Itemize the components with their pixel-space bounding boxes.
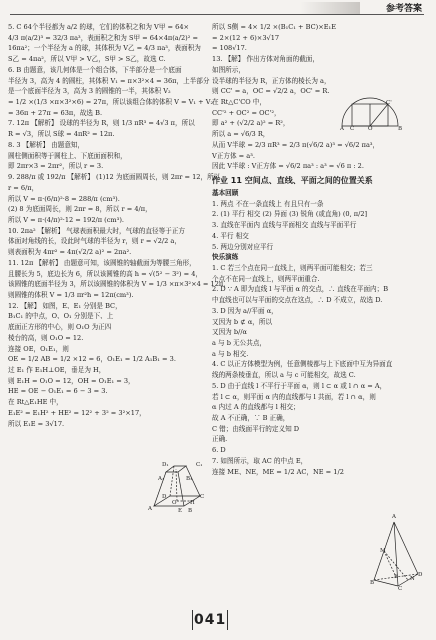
left-line: 7. 12π 【解析】 设球的半径为 R，则 1/3 πR³ = 4√3 π，所以 — [8, 119, 195, 128]
figure-label: A — [392, 514, 396, 520]
left-line: 棱台的高，则 O₁O = 12. — [8, 333, 84, 342]
left-line: 半径为 3，高为 4 的圆柱，其体积 V₁ = π×3²×4 = 36π，上半部分 — [8, 76, 210, 85]
left-line: 即 2πr×3 = 2πr²，所以 r = 3. — [8, 162, 104, 171]
figure-label: B — [188, 508, 193, 514]
left-line: 体面对角线的长，设此时气球的半径为 r，则 r = √2/2 a， — [8, 237, 181, 246]
right-line: 2. D ∵ A 即为直线 l 与平面 α 的交点，∴ 直线在平面内；B — [212, 285, 389, 294]
left-line: 且腰长为 5，底边长为 6，所以该圆锥的高 h = √(5² − 3²) = 4， — [8, 269, 202, 278]
right-line: 6. D — [212, 446, 226, 455]
figure-label: B — [370, 580, 375, 586]
left-line: 连接 OE，O₁E₁，则 — [8, 344, 69, 353]
right-line: 若 l ⊂ α，则平面 α 内的直线都与 l 共面，若 l ∩ α，则 — [212, 392, 376, 401]
right-line: CC'² + OC² = OC'²， — [212, 108, 281, 117]
right-line: 又因为 b//α — [212, 328, 247, 337]
left-line: 所以 V = π·(4/π)²·12 = 192/π (cm³). — [8, 215, 124, 224]
right-line: 则 CC' = a，OC = √2/2 a，OC' = R. — [212, 87, 330, 96]
right-line: 3. D 因为 a//平面 α， — [212, 306, 278, 315]
page-number-text: 041 — [194, 612, 227, 628]
left-line: HE = OE − O₁E₁ = 6 − 3 = 3. — [8, 387, 108, 396]
page-number-frame — [192, 610, 228, 630]
subsection-practice: 快乐演练 — [212, 253, 239, 262]
left-line: 8. 3 【解析】 由题意知， — [8, 140, 85, 149]
right-line: 所以 S侧 = 4× 1/2 ×(B₁C₁ + BC)×E₁E — [212, 23, 337, 31]
left-line: 则 E₁H = O₁O = 12，OH = O₁E₁ = 3， — [8, 376, 135, 385]
right-line: C 错；由线面平行的定义知 D — [212, 424, 300, 433]
right-line: 如图所示， — [212, 65, 245, 74]
right-line: 故 A 不正确，∵ B 正确， — [212, 414, 290, 423]
right-line: 中直线也可以与平面的交点在这点，∴ D 不成立，故选 D. — [212, 296, 383, 305]
right-line: = 108√17. — [212, 44, 247, 53]
right-line: 3. 直线在平面内 直线与平面相交 直线与平面平行 — [212, 221, 357, 230]
left-line: 所以 V = π·(6/π)²·8 = 288/π (cm³). — [8, 194, 120, 203]
right-line: 7. 如图所示，取 AC 的中点 E， — [212, 456, 308, 465]
left-line: E₁E² = E₁H² + HE² = 12² + 3² = 3²×17， — [8, 408, 146, 417]
right-line: 5. 两边分别对应平行 — [212, 242, 274, 251]
right-line: 所以 a = √6/3 R， — [212, 130, 270, 139]
right-line: a 与 b 无公共点， — [212, 339, 267, 348]
right-line: 2. (1) 平行 相交 (2) 异面 (3) 锐角 (或直角) (0, π/2] — [212, 210, 368, 219]
right-line: 设半球的半径为 R，正方体的棱长为 a， — [212, 76, 331, 85]
left-line: 12. 【解】 如图，E、E₁ 分别是 BC， — [8, 301, 122, 310]
left-line: 在 Rt△E₁HE 中， — [8, 398, 63, 407]
header-gradient — [300, 2, 360, 14]
right-line: 即 a² + (√2/2 a)² = R²， — [212, 119, 290, 128]
figure-label: D — [418, 572, 423, 578]
left-line: 圆柱侧面积等于圆柱上、下底面面积和， — [8, 151, 127, 160]
page-number — [194, 612, 226, 628]
header-rule — [10, 14, 424, 15]
figure-label: O — [368, 126, 373, 132]
figure-label: E — [178, 508, 183, 514]
left-line: (2) 8 为底面周长，则 2πr = 8，所以 r = 4/π， — [8, 205, 152, 214]
right-line: 正确. — [212, 435, 228, 444]
figure-label: N — [410, 576, 415, 582]
left-line: 10. 2πa² 【解析】 气球表面积最大时，气球的直径等于正方 — [8, 226, 185, 235]
figure-label: A₁ — [158, 476, 165, 482]
left-line: R = √3，所以 S球 = 4πR² = 12π. — [8, 130, 115, 139]
header-title: 参考答案 — [385, 4, 422, 14]
figure-label: B — [398, 126, 403, 132]
page-header — [0, 0, 436, 18]
right-line: V正方体 = a³. — [212, 151, 255, 160]
figure-label: H — [190, 500, 195, 506]
right-line: 从而 V半球 = 2/3 πR³ = 2/3 π(√6/2 a)³ = √6/2 πa³， — [212, 140, 380, 149]
left-line: 则表面积为 4πr² = 4π(√2/2 a)² = 2πa². — [8, 248, 132, 257]
left-line: 过 E₁ 作 E₁H⊥OE，垂足为 H， — [8, 366, 106, 374]
right-line: 4. C 以正方体模型为例，任意侧棱都与上下底面中互为异面直 — [212, 360, 393, 369]
figure-label: C' — [386, 100, 392, 106]
right-line: 1. C 若三个点在同一直线上，则两平面可能相交；若三 — [212, 263, 373, 272]
right-line: = 2×(12 + 6)×3√17 — [212, 33, 280, 42]
right-line: 13. 【解】 作出方体对角面的截面， — [212, 55, 319, 64]
right-line: a 与 b 相交. — [212, 349, 249, 358]
left-line: 则圆锥的体积 V = 1/3 πr²h = 12π(cm³). — [8, 290, 134, 299]
right-line: 线的两条棱垂直，所以 a 与 c 可能相交，故选 C. — [212, 371, 356, 380]
figure-label: C — [200, 494, 205, 500]
left-line: 5. C 64个半径都为 a/2 的球，它们的体积之和为 V甲 = 64× — [8, 23, 190, 31]
left-line: 所以 E₁E = 3√17. — [8, 419, 65, 428]
left-line: 11. 12π 【解析】 由题意可知，该圆锥的轴截面为等腰三角形， — [8, 258, 196, 267]
right-column — [212, 22, 424, 477]
figure-label: C — [350, 126, 355, 132]
left-line: 16πa²；一个半径为 a 的球，其体积为 V乙 = 4/3 πa³，表面积为 — [8, 44, 201, 53]
left-line: 是一个底面半径为 3，高为 3 的圆锥的一半，其体积 V₂ — [8, 87, 171, 96]
left-line: r = 6/π， — [8, 183, 39, 192]
left-line: 6. B 由题意，该几何体是一个组合体，下半部分是一个底面 — [8, 65, 182, 74]
left-line: 底面正方形的中心，则 O₁O 为正四 — [8, 323, 112, 332]
figure-label: M — [380, 548, 386, 554]
left-line: 该圆锥的底面半径为 3，所以该圆锥的体积为 V = 1/3 ×π×3²×4 = 12π， — [8, 280, 230, 289]
right-line: 4. 平行 相交 — [212, 231, 249, 240]
right-line: 1. 两点 不在一条直线上 有且只有一条 — [212, 199, 324, 208]
right-line: α 内过 A 的直线都与 l 相交； — [212, 403, 300, 412]
left-line: B₁C₁ 的中点，O、O₁ 分别是下、上 — [8, 312, 114, 321]
left-line: 9. 288/π 或 192/π 【解析】 (1)12 为底面圆周长，则 2πr = 12，所以 — [8, 173, 221, 182]
figure-label: O — [172, 500, 177, 506]
figure-label: D — [162, 494, 167, 500]
section-title: 作业 11 空间点、直线、平面之间的位置关系 — [212, 175, 373, 185]
right-line: 5. D 由于直线 l 不平行于平面 α，则 l ⊂ α 或 l ∩ α = A， — [212, 381, 387, 390]
left-line: = 36π + 27π = 63π，故选 B. — [8, 108, 103, 117]
figure-label: E — [394, 574, 399, 580]
figure-label: C — [398, 586, 403, 592]
left-line: OE = 1/2 AB = 1/2 ×12 = 6，O₁E₁ = 1/2 A₁B₁ = 3. — [8, 355, 176, 364]
right-line: 又因为 b ⊄ α，所以 — [212, 317, 273, 326]
left-line: 4/3 π(a/2)³ = 32/3 πa³，表面积之和为 S甲 = 64×4π(a/2)² = — [8, 33, 198, 42]
subsection-basic-review: 基本回顾 — [212, 188, 239, 197]
left-line: = 1/2 ×(1/3 ×π×3²×6) = 27π，所以该组合体的体积 V = V₁ + V₂ — [8, 98, 214, 107]
figure-label: A — [148, 506, 152, 512]
right-line: 连接 ME、NE，ME = 1/2 AC，NE = 1/2 — [212, 467, 344, 476]
figure-label: B₁ — [186, 476, 193, 482]
right-line: 个点不在同一直线上，则两平面重合. — [212, 274, 320, 283]
figure-label: C₁ — [196, 462, 203, 468]
right-line: 在 Rt△C'CO 中， — [212, 98, 266, 107]
figure-label: A — [340, 126, 344, 132]
left-line: S乙 = 4πa²，所以 V甲 > V乙，S甲 > S乙，故选 C. — [8, 55, 166, 64]
right-line: 因此 V半球 : V正方体 = √6/2 πa³ : a³ = √6 π : 2. — [212, 162, 364, 171]
figure-label: D₁ — [162, 462, 169, 468]
